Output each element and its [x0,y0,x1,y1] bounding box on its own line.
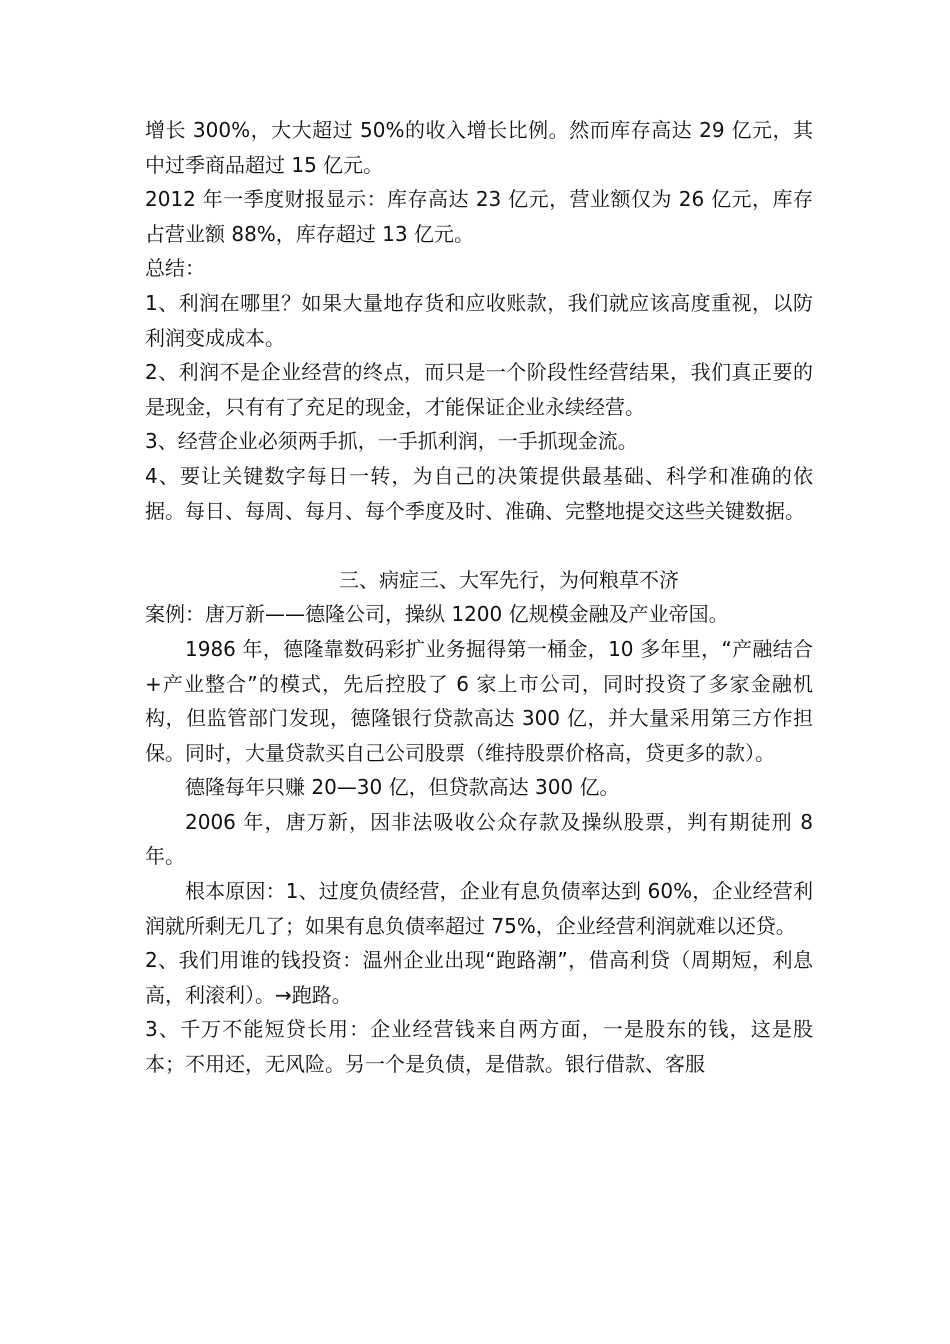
blank-line [145,528,813,563]
case-paragraph-2006: 2006 年，唐万新，因非法吸收公众存款及操纵股票，判有期徒刑 8 年。 [145,809,813,869]
paragraph-q1-2012-report: 2012 年一季度财报显示：库存高达 23 亿元，营业额仅为 26 亿元，库存占营业额 88%，库存超过 13 亿元。 [145,187,813,246]
paragraph-summary-2: 2、利润不是企业经营的终点，而只是一个阶段性经营结果，我们真正要的是现金，只有有了充足的现金，才能保证企业永续经营。 [145,360,813,419]
paragraph-summary-label: 总结： [145,256,205,281]
document-body [145,113,813,1082]
paragraph-short-loans: 3、千万不能短贷长用：企业经营钱来自两方面，一是股东的钱，这是股本；不用还，无风险。另一个是负债，是借款。银行借款、客服 [145,1017,813,1077]
case-paragraph-root-cause: 根本原因：1、过度负债经营，企业有息负债率达到 60%，企业经营利润就所剩无几了；如果有息负债率超过 75%，企业经营利润就难以还贷。 [145,879,813,938]
case-paragraph-1986: 1986 年，德隆靠数码彩扩业务掘得第一桶金，10 多年里，“产融结合+产业整合”的模式，先后控股了 6 家上市公司，同时投资了多家金融机构，但监管部门发现，德隆银行贷款高达 300 亿，并大量采用第三方作担保。同时，大量贷款买自己公司股票（维持股票价格高，贷更多的款）。 [145,636,813,765]
case-paragraph-earnings: 德隆每年只赚 20—30 亿，但贷款高达 300 亿。 [185,775,620,800]
paragraph-whose-money: 2、我们用谁的钱投资：温州企业出现“跑路潮”，借高利贷（周期短，利息高，利滚利）。→跑路。 [145,948,813,1007]
paragraph-summary-1: 1、利润在哪里？如果大量地存货和应收账款，我们就应该高度重视，以防利润变成成本。 [145,290,813,350]
paragraph-summary-4: 4、要让关键数字每日一转，为自己的决策提供最基础、科学和准确的依据。每日、每周、每月、每个季度及时、准确、完整地提交这些关键数据。 [145,463,813,523]
paragraph-inventory-growth: 增长 300%，大大超过 50%的收入增长比例。然而库存高达 29 亿元，其中过季商品超过 15 亿元。 [145,118,813,177]
section-title: 三、病症三、大军先行，为何粮草不济 [339,567,679,592]
case-intro: 案例：唐万新——德隆公司，操纵 1200 亿规模金融及产业帝国。 [145,602,729,627]
paragraph-summary-3: 3、经营企业必须两手抓，一手抓利润，一手抓现金流。 [145,429,638,454]
